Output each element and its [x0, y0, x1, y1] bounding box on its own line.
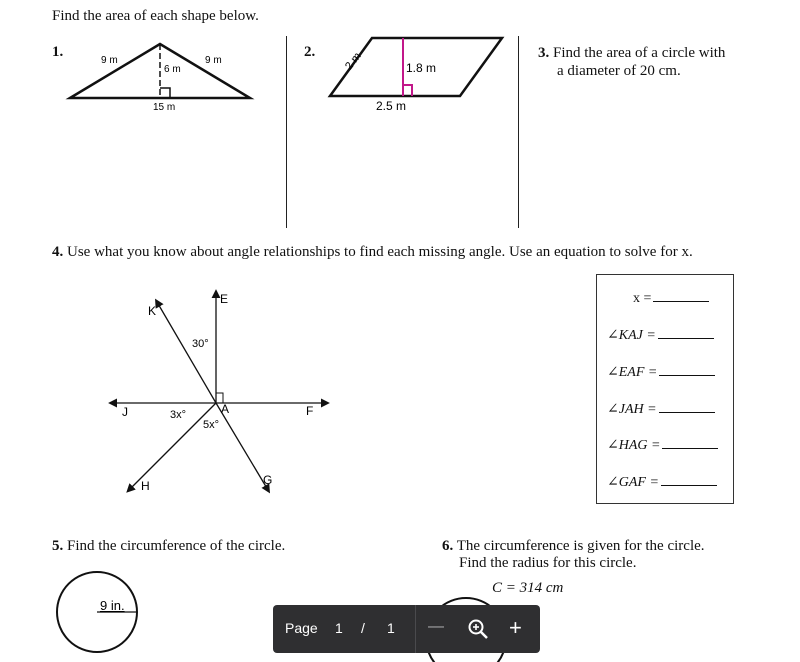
- q6-number: 6.: [442, 538, 454, 554]
- q1-triangle-figure: [60, 36, 270, 116]
- label-A: A: [221, 402, 230, 416]
- current-page[interactable]: 1: [335, 620, 343, 636]
- angle-5x-label: 5x°: [203, 419, 220, 431]
- answer-HAG: ∠HAG =: [607, 436, 718, 454]
- zoom-icon: [467, 618, 489, 640]
- divider-2: [518, 36, 519, 228]
- answer-JAH: ∠JAH =: [607, 400, 715, 418]
- answer-x: x =: [633, 289, 709, 307]
- q1-height-label: 6 m: [164, 64, 181, 75]
- angle-3x-label: 3x°: [170, 409, 187, 421]
- q1-base-label: 15 m: [153, 102, 176, 113]
- q6-given: C = 314 cm: [492, 580, 564, 596]
- q6-text: [442, 538, 705, 572]
- answer-KAJ: ∠KAJ =: [607, 326, 714, 344]
- label-J: J: [122, 405, 128, 419]
- q4-question: Use what you know about angle relationships to find each missing angle. Use an equation to solve for x.: [67, 244, 693, 260]
- q6-line1: The circumference is given for the circle.: [456, 538, 705, 554]
- q2-base-label: 2.5 m: [376, 99, 407, 113]
- zoom-out-button[interactable]: —: [428, 618, 444, 635]
- divider-1: [286, 36, 287, 228]
- answer-blank[interactable]: [661, 473, 717, 486]
- q2-height-label: 1.8 m: [406, 61, 437, 75]
- answer-blank[interactable]: [659, 363, 715, 376]
- q1-left-side-label: 9 m: [101, 55, 118, 66]
- q5-circle-figure: [52, 566, 144, 662]
- q5-number: 5.: [52, 538, 64, 554]
- q2-side-label: 2 m: [342, 50, 364, 73]
- label-E: E: [220, 292, 229, 306]
- q1-right-side-label: 9 m: [205, 55, 222, 66]
- right-angle-mark: [160, 88, 170, 98]
- right-angle-mark: [403, 85, 412, 96]
- zoom-in-button[interactable]: +: [509, 615, 522, 640]
- label-F: F: [306, 404, 314, 418]
- page-divider: /: [361, 620, 365, 636]
- ray-AK: [157, 302, 216, 403]
- answer-blank[interactable]: [653, 289, 709, 302]
- q3-number: 3.: [538, 45, 550, 61]
- label-K: K: [148, 304, 157, 318]
- answer-EAF: ∠EAF =: [607, 363, 715, 381]
- q3-line2: a diameter of 20 cm.: [557, 63, 681, 79]
- page-label: Page: [285, 620, 318, 636]
- q6-line2: Find the radius for this circle.: [459, 555, 637, 571]
- label-H: H: [141, 479, 150, 493]
- angle-diagram: [100, 280, 340, 500]
- pdf-toolbar: [273, 605, 540, 653]
- q4-text: [52, 244, 693, 261]
- label-G: G: [263, 473, 273, 487]
- q5-text: [52, 538, 285, 555]
- answer-box: [596, 274, 734, 504]
- total-pages: 1: [387, 620, 395, 636]
- angle-30-label: 30°: [192, 338, 209, 350]
- q2-parallelogram-figure: [320, 34, 510, 116]
- q2-number: 2.: [304, 44, 316, 60]
- answer-GAF: ∠GAF =: [607, 473, 717, 491]
- instructions: Find the area of each shape below.: [52, 8, 259, 24]
- q3-line1: Find the area of a circle with: [553, 45, 726, 61]
- ray-AG: [216, 403, 268, 490]
- answer-blank[interactable]: [659, 400, 715, 413]
- q4-number: 4.: [52, 244, 64, 260]
- answer-blank[interactable]: [662, 436, 718, 449]
- answer-blank[interactable]: [658, 326, 714, 339]
- q5-question: Find the circumference of the circle.: [67, 538, 286, 554]
- q5-radius-label: 9 in.: [100, 598, 125, 613]
- toolbar-separator: [415, 605, 416, 653]
- q1-number: 1.: [52, 44, 64, 60]
- zoom-reset-button[interactable]: [467, 618, 489, 643]
- q3-text: [538, 44, 725, 80]
